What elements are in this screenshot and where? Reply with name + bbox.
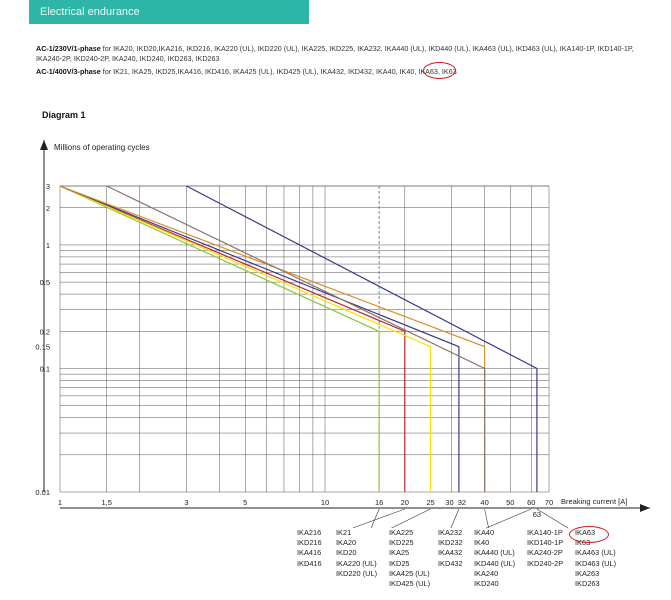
legend-item: IKA20 — [336, 538, 357, 548]
description-line-1-label: AC-1/230V/1-phase — [36, 44, 101, 53]
x-tick-label: 40 — [480, 498, 489, 507]
x-axis-title: Breaking current [A] — [561, 497, 628, 506]
legend-item: IKA232 — [438, 528, 463, 537]
y-tick-label: 0.1 — [39, 364, 50, 374]
legend-item: IKA432 — [438, 548, 463, 558]
x-tick-label: 5 — [243, 498, 248, 507]
legend-item: IK21 — [336, 528, 352, 537]
x-tick-label: 1,5 — [101, 498, 112, 507]
x-axis-arrow — [640, 504, 650, 512]
legend-item: IKA240 — [474, 568, 499, 578]
legend-item: IKD440 (UL) — [474, 558, 516, 568]
y-tick-label: 1 — [45, 240, 50, 250]
y-tick-label: 3 — [45, 182, 50, 191]
legend-item: IKD263 — [575, 579, 600, 588]
legend-item: IKA263 — [575, 568, 600, 578]
legend-item: IKA216 — [297, 528, 322, 537]
y-axis-arrow — [40, 140, 48, 150]
y-tick-label: 0.5 — [39, 278, 50, 288]
legend-item: IKD216 — [297, 538, 322, 548]
y-tick-label: 0.15 — [35, 342, 50, 352]
legend-item: IKD240-2P — [527, 558, 564, 568]
series-line-5 — [60, 186, 485, 492]
y-tick-label: 0.2 — [39, 327, 50, 337]
legend-item: IKA63 — [575, 528, 596, 537]
legend-leader-line — [371, 509, 379, 528]
legend-item: IKA140-1P — [527, 528, 563, 537]
x-tick-label: 10 — [320, 498, 330, 507]
y-tick-label: 2 — [45, 203, 50, 213]
legend-leader-line — [537, 509, 568, 528]
legend-item: IKD20 — [336, 548, 357, 558]
y-tick-label: 0.01 — [35, 488, 50, 497]
legend-item: IKA463 (UL) — [575, 548, 616, 558]
legend-item: IKD463 (UL) — [575, 558, 617, 568]
x-tick-label: 3 — [184, 498, 189, 507]
highlight-circle-legend — [569, 526, 609, 543]
legend-item: IKD240 — [474, 579, 499, 588]
x-tick-label: 32 — [457, 498, 467, 507]
section-header-title: Electrical endurance — [40, 6, 140, 18]
legend-item: IKD432 — [438, 558, 463, 568]
series-line-2 — [60, 186, 405, 492]
y-axis-title: Millions of operating cycles — [54, 143, 150, 152]
legend-item: IKD425 (UL) — [389, 579, 431, 588]
legend-leader-line — [486, 509, 531, 528]
legend-item: IKA425 (UL) — [389, 568, 430, 578]
diagram-title: Diagram 1 — [42, 110, 86, 120]
legend-leader-line — [485, 509, 489, 528]
x-tick-label: 20 — [400, 498, 409, 507]
x-tick-label: 1 — [57, 498, 63, 507]
legend-item: IKD232 — [438, 538, 463, 548]
description-line-2-label: AC-1/400V/3-phase — [36, 67, 101, 76]
legend-item: IK63 — [575, 538, 591, 548]
x-tick-label: 63 — [532, 510, 542, 519]
legend-item: IKA240-2P — [527, 548, 563, 558]
legend-item: IKA416 — [297, 548, 322, 558]
legend-item: IKA440 (UL) — [474, 548, 515, 558]
series-line-6 — [107, 186, 485, 492]
x-tick-label: 16 — [374, 498, 384, 507]
legend-item: IKA40 — [474, 528, 495, 537]
legend-item: IKA25 — [389, 548, 410, 558]
x-tick-label: 70 — [544, 498, 554, 507]
series-line-4 — [60, 186, 459, 492]
legend-item: IKD220 (UL) — [336, 568, 378, 578]
x-tick-label: 30 — [445, 498, 454, 507]
legend-item: IKD416 — [297, 558, 322, 568]
description-line-1-text: for IKA20, IKD20,IKA216, IKD216, IKA220 (UL), IKD220 (UL), IKA225, IKD225, IKA232, IKA440 (UL), IKD440 (UL), IKA463 (UL), IKD463 (UL), IKA140-1P, IKD140-1P, IKA240-2P, IKD240-2P, IKA240, IKD240, IKD263, IKD263 — [36, 44, 634, 63]
x-tick-label: 25 — [426, 498, 435, 507]
legend-item: IKA220 (UL) — [336, 558, 377, 568]
legend-item: IKD140-1P — [527, 538, 564, 548]
x-tick-label: 60 — [527, 498, 536, 507]
description-line-2-text: for IK21, IKA25, IKD25,IKA416, IKD416, IKA425 (UL), IKD425 (UL), IKA432, IKD432, IKA40, IK40, IKA63, IK63 — [100, 67, 457, 76]
legend-item: IK40 — [474, 538, 490, 548]
legend-item: IKD25 — [389, 558, 410, 568]
legend-item: IKA225 — [389, 528, 414, 537]
x-tick-label: 50 — [506, 498, 515, 507]
legend-leader-line — [451, 509, 459, 528]
legend-item: IKD225 — [389, 538, 414, 548]
